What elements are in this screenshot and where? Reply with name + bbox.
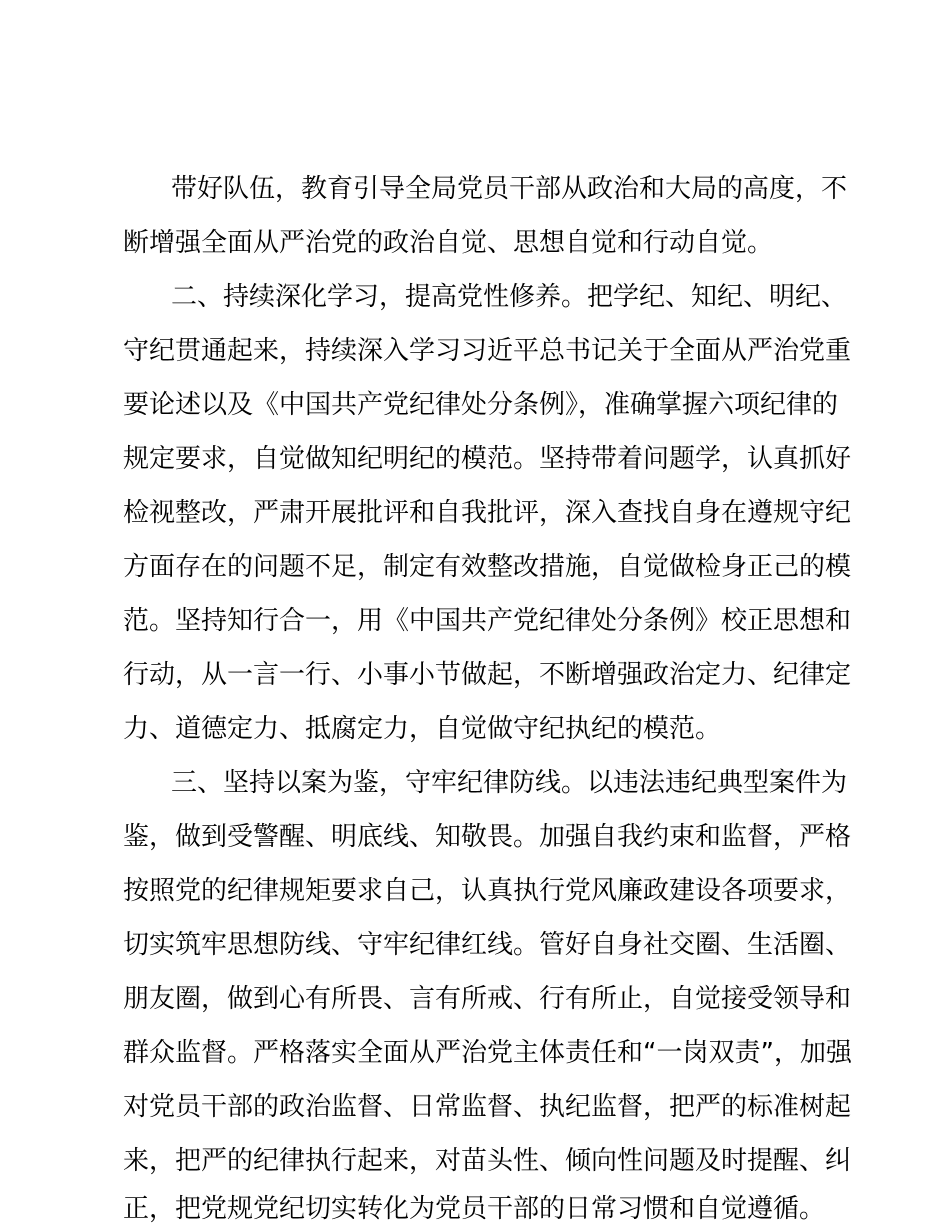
paragraph-2-line-9: 力、道德定力、抵腐定力，自觉做守纪执纪的模范。 — [123, 714, 722, 744]
paragraph-1-line-2: 断增强全面从严治党的政治自觉、思想自觉和行动自觉。 — [123, 228, 774, 258]
paragraph-2-line-7: 范。坚持知行合一，用《中国共产党纪律处分条例》校正思想和 — [123, 606, 852, 636]
paragraph-3-line-3: 按照党的纪律规矩要求自己，认真执行党风廉政建设各项要求， — [123, 876, 852, 906]
paragraph-3-line-8: 来，把严的纪律执行起来，对苗头性、倾向性问题及时提醒、纠 — [123, 1146, 852, 1176]
paragraph-1-line-1: 带好队伍，教育引导全局党员干部从政治和大局的高度，不 — [171, 174, 848, 204]
paragraph-2-line-6: 方面存在的问题不足，制定有效整改措施，自觉做检身正己的模 — [123, 552, 852, 582]
paragraph-3-line-5: 朋友圈，做到心有所畏、言有所戒、行有所止，自觉接受领导和 — [123, 984, 852, 1014]
paragraph-2-line-3: 要论述以及《中国共产党纪律处分条例》，准确掌握六项纪律的 — [123, 390, 839, 420]
paragraph-3-line-4: 切实筑牢思想防线、守牢纪律红线。管好自身社交圈、生活圈、 — [123, 930, 852, 960]
paragraph-3-line-6: 群众监督。严格落实全面从严治党主体责任和“一岗双责”，加强 — [123, 1038, 852, 1068]
paragraph-3-line-7: 对党员干部的政治监督、日常监督、执纪监督，把严的标准树起 — [123, 1092, 852, 1122]
paragraph-2-line-8: 行动，从一言一行、小事小节做起，不断增强政治定力、纪律定 — [123, 660, 852, 690]
paragraph-2-line-2: 守纪贯通起来，持续深入学习习近平总书记关于全面从严治党重 — [123, 336, 852, 366]
paragraph-3-line-9: 正，把党规党纪切实转化为党员干部的日常习惯和自觉遵循。 — [123, 1194, 826, 1224]
paragraph-3-line-1: 三、坚持以案为鉴，守牢纪律防线。以违法违纪典型案件为 — [171, 768, 848, 798]
paragraph-2-line-1: 二、持续深化学习，提高党性修养。把学纪、知纪、明纪、 — [171, 282, 848, 312]
paragraph-2-line-4: 规定要求，自觉做知纪明纪的模范。坚持带着问题学，认真抓好 — [123, 444, 852, 474]
paragraph-3-line-2: 鉴，做到受警醒、明底线、知敬畏。加强自我约束和监督，严格 — [123, 822, 852, 852]
paragraph-2-line-5: 检视整改，严肃开展批评和自我批评，深入查找自身在遵规守纪 — [123, 498, 852, 528]
